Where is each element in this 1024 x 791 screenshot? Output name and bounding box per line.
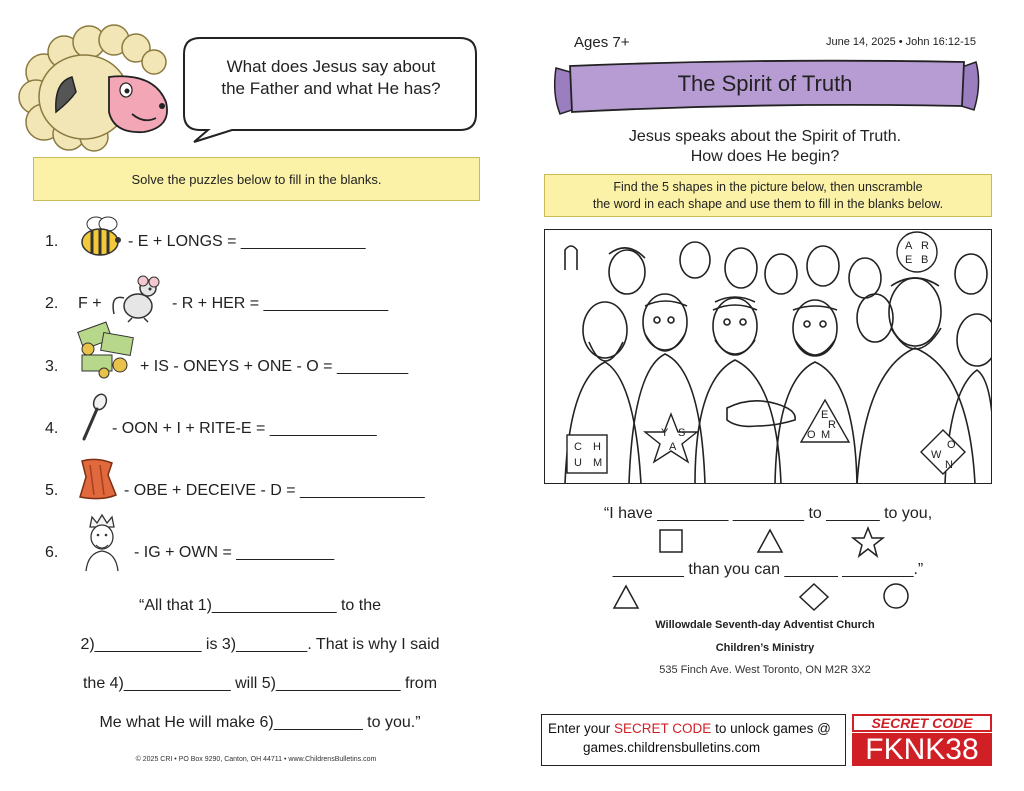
shape-letter: O bbox=[947, 439, 956, 451]
secret-code-badge-label: SECRET CODE bbox=[852, 714, 992, 732]
church-name: Willowdale Seventh-day Adventist Church bbox=[655, 619, 875, 631]
puzzle-6 bbox=[40, 529, 480, 579]
shape-letter: W bbox=[931, 449, 942, 461]
shape-letter: R bbox=[828, 419, 836, 431]
puzzle-4 bbox=[40, 405, 480, 455]
question-line: Jesus speaks about the Spirit of Truth. bbox=[628, 128, 902, 145]
king-icon bbox=[78, 513, 128, 573]
triangle-icon bbox=[758, 530, 782, 552]
puzzle-text: - R + HER = ______________ bbox=[172, 295, 389, 312]
church-address: 535 Finch Ave. West Toronto, ON M2R 3X2 bbox=[659, 664, 871, 676]
hidden-star-shape bbox=[645, 414, 697, 462]
puzzle-number: 6. bbox=[45, 544, 59, 561]
puzzle-number: 5. bbox=[45, 482, 59, 499]
instruction-line: Find the 5 shapes in the picture below, then unscramble bbox=[613, 180, 923, 194]
hidden-picture-scene bbox=[544, 229, 992, 484]
page-title: The Spirit of Truth bbox=[677, 71, 853, 96]
sheep-illustration bbox=[14, 22, 184, 152]
answer-line-3: the 4)____________ will 5)______________ from bbox=[82, 675, 438, 692]
shape-letter: M bbox=[821, 429, 831, 441]
puzzle-text: - E + LONGS = ______________ bbox=[128, 233, 366, 250]
games-link[interactable]: games.childrensbulletins.com bbox=[583, 740, 761, 755]
code-text-post: to unlock games @ bbox=[711, 721, 831, 736]
shape-letter: A bbox=[669, 441, 677, 453]
verse-line-1: “I have ________ ________ to ______ to you, bbox=[603, 505, 933, 522]
spoon-icon bbox=[78, 393, 110, 443]
shape-letter: U bbox=[574, 457, 582, 469]
right-question bbox=[560, 127, 970, 167]
square-icon bbox=[660, 530, 682, 552]
bee-icon bbox=[76, 214, 128, 260]
puzzle-3 bbox=[40, 343, 480, 393]
puzzle-text: - IG + OWN = ___________ bbox=[134, 544, 335, 561]
disciples-illustration bbox=[545, 230, 992, 484]
triangle-icon bbox=[614, 586, 638, 608]
puzzle-text: + IS - ONEYS + ONE - O = ________ bbox=[140, 358, 409, 375]
right-instructions bbox=[544, 174, 992, 217]
puzzle-number: 3. bbox=[45, 358, 59, 375]
code-text-pre: Enter your bbox=[548, 721, 615, 736]
puzzle-text: - OON + I + RITE-E = ____________ bbox=[112, 420, 377, 437]
instruction-line: the word in each shape and use them to fill in the blanks below. bbox=[592, 197, 944, 211]
shape-letter: S bbox=[678, 427, 686, 439]
answer-line-1: “All that 1)______________ to the bbox=[139, 597, 381, 614]
circle-icon bbox=[884, 584, 908, 608]
robe-icon bbox=[72, 455, 120, 503]
age-label: Ages 7+ bbox=[574, 34, 630, 51]
puzzle-number: 1. bbox=[45, 233, 59, 250]
hidden-diamond-shape bbox=[921, 430, 965, 474]
shape-letter: N bbox=[945, 459, 953, 471]
puzzle-1 bbox=[40, 218, 480, 268]
bubble-question-line: the Father and what He has? bbox=[221, 79, 441, 98]
puzzle-number: 4. bbox=[45, 420, 59, 437]
puzzle-text: - OBE + DECEIVE - D = ______________ bbox=[124, 482, 425, 499]
shape-letter: E bbox=[821, 409, 829, 421]
question-line: How does He begin? bbox=[690, 148, 840, 165]
puzzle-prefix: F + bbox=[78, 295, 102, 312]
copyright-footer: © 2025 CRI • PO Box 9290, Canton, OH 44711 • www.ChildrensBulletins.com bbox=[135, 756, 377, 763]
answer-line-2: 2)____________ is 3)________. That is why I said bbox=[80, 636, 440, 653]
answer-line-4: Me what He will make 6)__________ to you.” bbox=[99, 714, 421, 731]
shape-letter: M bbox=[593, 457, 603, 469]
bubble-question-line: What does Jesus say about bbox=[226, 57, 436, 76]
puzzle-5 bbox=[40, 467, 480, 517]
star-icon bbox=[853, 528, 883, 556]
shape-letter: R bbox=[921, 240, 929, 252]
shape-letter: H bbox=[593, 441, 601, 453]
left-instructions: Solve the puzzles below to fill in the blanks. bbox=[33, 157, 480, 201]
shape-letter: C bbox=[574, 441, 582, 453]
code-text-red: SECRET CODE bbox=[614, 721, 712, 736]
verse-line-2: ________ than you can ______ ________.” bbox=[612, 561, 924, 578]
shape-letter: B bbox=[921, 254, 929, 266]
mouse-icon bbox=[110, 274, 166, 324]
hidden-circle-shape bbox=[897, 232, 937, 272]
verse-shape-row-1 bbox=[656, 526, 896, 558]
money-icon bbox=[74, 321, 136, 379]
church-ministry: Children’s Ministry bbox=[715, 642, 815, 654]
diamond-icon bbox=[800, 584, 828, 610]
shape-letter: A bbox=[905, 240, 913, 252]
shape-letter: Y bbox=[661, 427, 669, 439]
verse-shape-row-2 bbox=[606, 582, 916, 614]
date-reference: June 14, 2025 • John 16:12-15 bbox=[825, 36, 976, 48]
puzzle-number: 2. bbox=[45, 295, 59, 312]
bubble-question bbox=[200, 56, 462, 100]
secret-code-value: FKNK38 bbox=[852, 733, 992, 766]
shape-letter: O bbox=[807, 429, 816, 441]
shape-letter: E bbox=[905, 254, 913, 266]
secret-code-instruction bbox=[548, 721, 831, 736]
